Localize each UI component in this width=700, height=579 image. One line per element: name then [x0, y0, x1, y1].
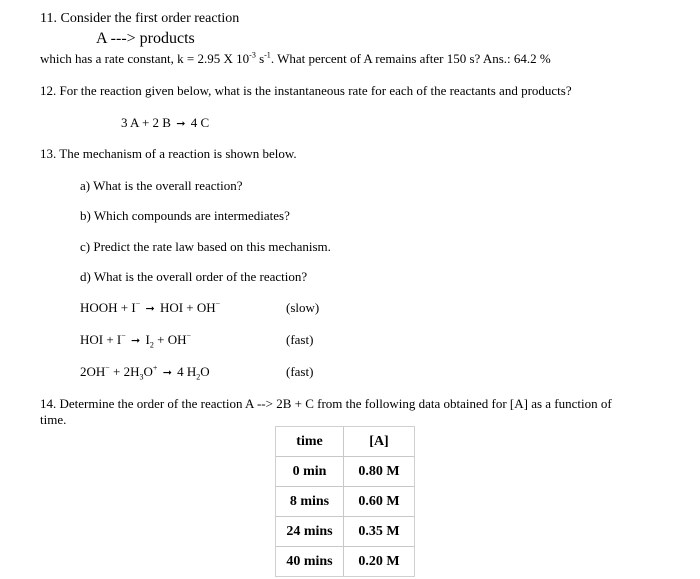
step1-left: HOOH + I: [80, 300, 136, 315]
step3-left-a: 2OH: [80, 364, 106, 379]
q13-part-a: a) What is the overall reaction?: [80, 178, 243, 193]
step3-right-b: O: [200, 364, 210, 379]
step2-left: HOI + I: [80, 332, 122, 347]
step3-plus: +: [152, 363, 158, 373]
step3-charge: −: [105, 363, 110, 373]
q11-exp1: -3: [249, 50, 256, 60]
arrow-icon: ➞: [176, 118, 186, 130]
step3-sub2: 2: [196, 372, 201, 382]
q13-heading: 13. The mechanism of a reaction is shown below.: [40, 146, 297, 161]
table-row: [276, 487, 415, 517]
cell-concentration: 0.60 M: [344, 487, 415, 517]
arrow-icon: ➞: [145, 303, 155, 315]
mechanism-step-2: [80, 332, 191, 348]
step2-charge: −: [121, 331, 126, 341]
header-time: time: [276, 427, 344, 457]
q11-heading: 11. Consider the first order reaction: [40, 11, 240, 26]
cell-time: 40 mins: [276, 547, 344, 577]
mechanism-step-1: [80, 300, 220, 316]
q14-line-2: time.: [40, 412, 67, 427]
cell-time: 8 mins: [276, 487, 344, 517]
cell-concentration: 0.80 M: [344, 457, 415, 487]
q12-eq-right: 4 C: [190, 115, 210, 130]
q12-text: 12. For the reaction given below, what is the instantaneous rate for each of the reactants and products?: [40, 83, 572, 98]
q11-line-post: . What percent of A remains after 150 s? Ans.: 64.2 %: [270, 51, 551, 66]
step2-i2-sub: 2: [149, 340, 154, 350]
q14-line-1: 14. Determine the order of the reaction A --> 2B + C from the following data obtained for [A] as a function of: [40, 396, 612, 411]
cell-concentration: 0.20 M: [344, 547, 415, 577]
table-row: [276, 517, 415, 547]
step1-charge: −: [135, 299, 141, 309]
cell-time: 24 mins: [276, 517, 344, 547]
step3-sub3: 3: [139, 372, 144, 382]
table-row: [276, 457, 415, 487]
step2-right: + OH: [153, 332, 187, 347]
step3-note: (fast): [286, 364, 314, 379]
arrow-icon: ➞: [162, 367, 172, 379]
step2-note: (fast): [286, 332, 314, 347]
header-concentration: [A]: [344, 427, 415, 457]
arrow-icon: ➞: [131, 335, 141, 347]
q13-part-d: d) What is the overall order of the reaction?: [80, 269, 308, 284]
q11-line-pre: which has a rate constant, k = 2.95 X 10: [40, 51, 250, 66]
step1-right-charge: −: [215, 299, 221, 309]
step3-right-a: 4 H: [177, 364, 197, 379]
step2-right-charge: −: [186, 331, 191, 341]
q11-rate-line: [40, 51, 551, 67]
table-row: [276, 547, 415, 577]
q12-eq-left: 3 A + 2 B: [121, 115, 171, 130]
table-header-row: [276, 427, 415, 457]
step1-right: HOI + OH: [159, 300, 216, 315]
mechanism-step-3: [80, 364, 210, 380]
cell-concentration: 0.35 M: [344, 517, 415, 547]
cell-time: 0 min: [276, 457, 344, 487]
data-table: [275, 426, 415, 577]
step2-i2: I: [145, 332, 150, 347]
step1-note: (slow): [286, 300, 320, 315]
q11-exp2: -1: [264, 50, 271, 60]
q11-unit: s: [255, 51, 265, 66]
q13-part-c: c) Predict the rate law based on this mechanism.: [80, 239, 331, 254]
q13-part-b: b) Which compounds are intermediates?: [80, 208, 290, 223]
q11-reaction: A ---> products: [96, 30, 195, 47]
q12-equation: [121, 115, 209, 131]
step3-left-b: + 2H: [113, 364, 140, 379]
step3-o: O: [143, 364, 153, 379]
